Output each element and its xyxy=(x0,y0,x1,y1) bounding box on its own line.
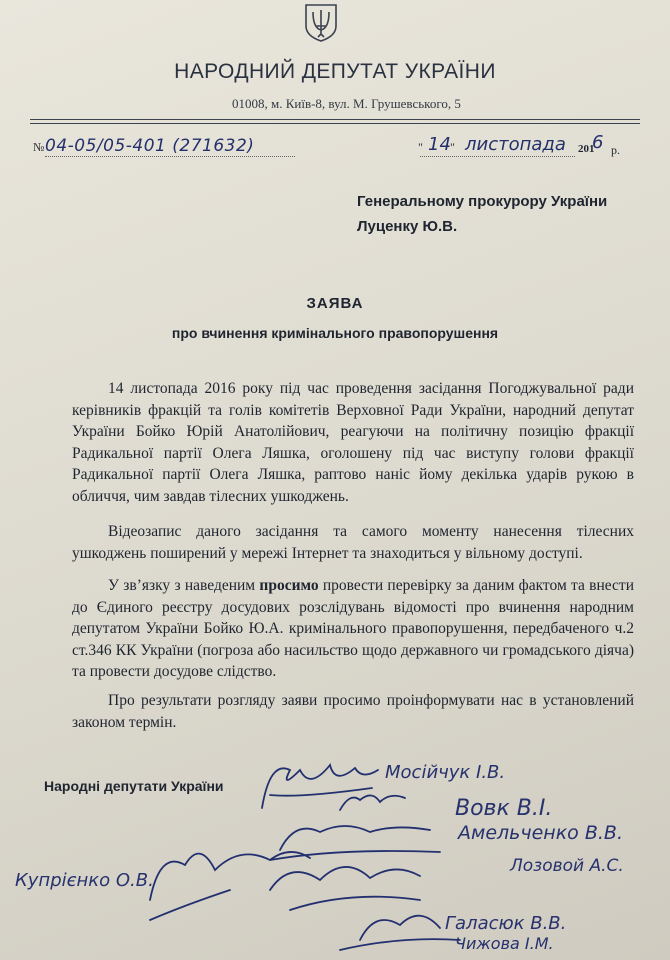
document-number: 04-05/05-401 (271632) xyxy=(45,136,255,156)
header-divider xyxy=(30,119,640,120)
signature-name-2: Вовк В.І. xyxy=(455,796,553,821)
signature-name-6: Галасюк В.В. xyxy=(445,913,567,934)
document-subject: про вчинення кримінального правопорушення xyxy=(171,325,499,341)
signature-name-4: Купрієнко О.В. xyxy=(15,870,154,891)
body-paragraph-1: 14 листопада 2016 року під час проведення засідання Погоджувальної ради керівників фракцій та голів комітетів Верховної Ради України, народний депутат України Бойко Юрій Анатолійович, реагуючи на політичну позицію фракції Радикальної партії Олега Ляшка, оголошену під час виступу голови фракції Радикальної партії Олега Ляшка, раптово наніс йому декілька ударів рукою в обличчя, чим завдав тілесних ушкоджень. xyxy=(72,380,634,505)
document-number-label: № xyxy=(33,140,45,154)
date-year-digit: 6 xyxy=(592,132,604,153)
body-paragraph-3-end: провести перевірку за даним фактом та внести до Єдиного реєстру досудових розслідувань відомості про вчинення народним депутатом України Бойко Ю.А. кримінального правопорушення, передбаченого ч.2 ст.346 КК України (погроза або насильство щодо державного чи громадського діяча) та провести досудове слідство. xyxy=(72,577,634,680)
handwritten-signatures xyxy=(0,740,670,960)
document-title: ЗАЯВА xyxy=(306,295,364,312)
recipient-title: Генеральному прокурору України xyxy=(357,193,608,210)
body-paragraph-3-emphasis: просимо xyxy=(259,577,319,594)
trident-emblem-icon xyxy=(302,2,340,42)
body-paragraph-3 xyxy=(72,575,634,683)
body-paragraph-4: Про результати розгляду заяви просимо проінформувати нас в установлений законом термін. xyxy=(72,692,634,731)
date-close-quote: " xyxy=(450,140,455,154)
date-dotline xyxy=(420,156,575,157)
body-paragraph-3-start: У зв’язку з наведеним xyxy=(108,577,260,594)
letterhead-title: НАРОДНИЙ ДЕПУТАТ УКРАЇНИ xyxy=(174,60,496,83)
signature-name-7: Чижова І.М. xyxy=(455,934,554,953)
body-paragraph-2: Відеозапис даного засідання та самого моменту нанесення тілесних ушкоджень поширений у мережі Інтернет та знаходиться у вільному доступі. xyxy=(72,523,634,562)
signatures-label: Народні депутати України xyxy=(44,778,224,794)
number-dotline xyxy=(45,156,295,157)
header-divider-thin xyxy=(30,123,640,124)
date-day: 14 xyxy=(428,134,451,155)
recipient-name: Луценку Ю.В. xyxy=(357,218,458,235)
date-open-quote: " xyxy=(418,140,423,154)
date-month: листопада xyxy=(465,134,566,155)
signature-name-5: Лозовой А.С. xyxy=(510,856,624,876)
date-year-prefix: 201 xyxy=(578,143,595,155)
date-year-suffix: р. xyxy=(611,143,620,157)
letterhead-address: 01008, м. Київ-8, вул. М. Грушевського, 5 xyxy=(232,96,461,111)
signature-name-3: Амельченко В.В. xyxy=(458,822,623,844)
signature-name-1: Мосійчук І.В. xyxy=(385,762,506,783)
